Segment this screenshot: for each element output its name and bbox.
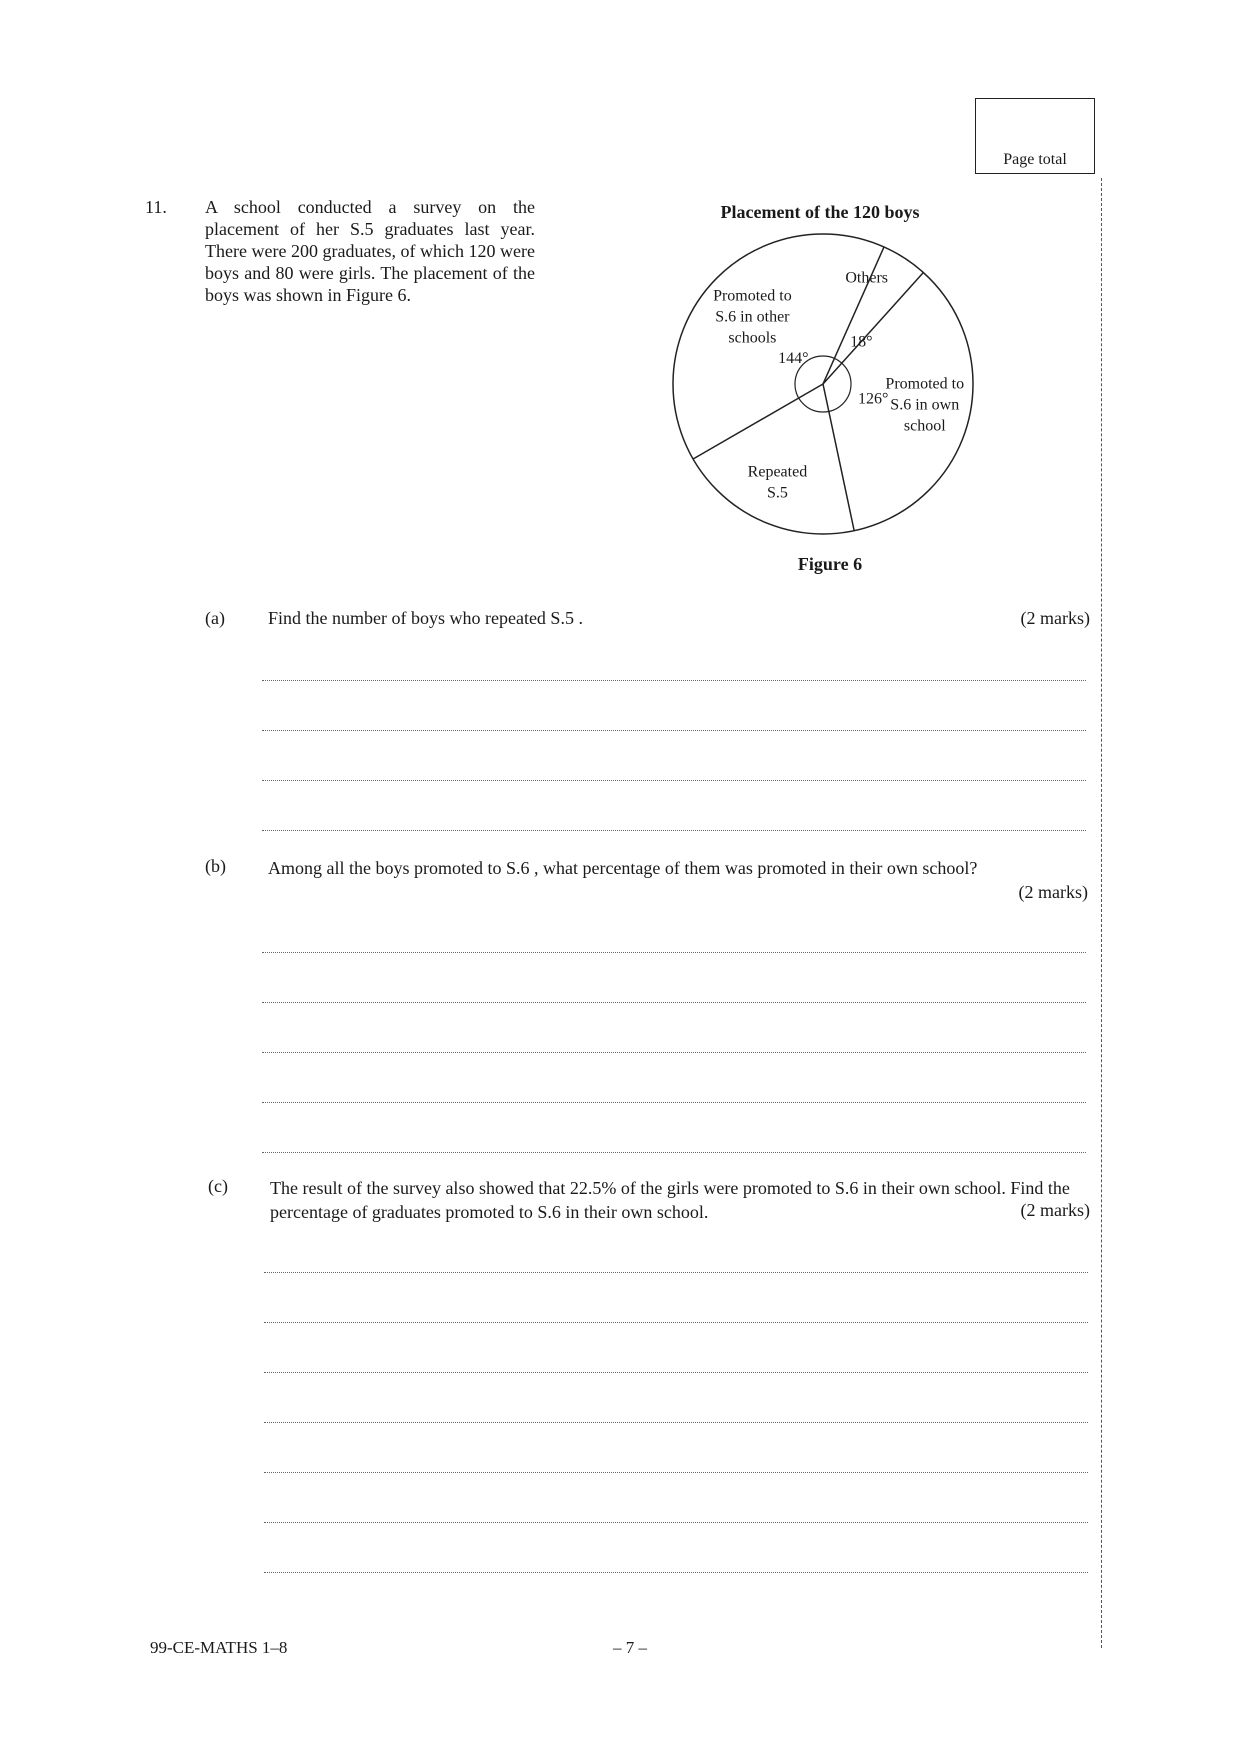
footer-page-number: – 7 –	[613, 1638, 647, 1657]
part-a-marks: (2 marks)	[1020, 608, 1090, 628]
part-c-label: (c)	[208, 1176, 228, 1196]
part-b-text: Among all the boys promoted to S.6 , what percentage of them was promoted in their own school?	[268, 858, 978, 878]
pie-angle-label: 144°	[778, 350, 809, 368]
answer-line[interactable]	[262, 730, 1086, 731]
answer-line[interactable]	[262, 1052, 1086, 1053]
answer-line[interactable]	[264, 1422, 1088, 1423]
part-c-marks: (2 marks)	[1020, 1200, 1090, 1220]
part-b-label: (b)	[205, 856, 226, 876]
part-b-marks: (2 marks)	[1018, 882, 1088, 902]
part-a-label: (a)	[205, 608, 225, 628]
footer-code: 99-CE-MATHS 1–8	[150, 1638, 288, 1657]
pie-slice-boundary	[823, 247, 884, 384]
pie-slice-label: Promoted to S.6 in other schools	[713, 287, 792, 347]
answer-line[interactable]	[262, 1102, 1086, 1103]
answer-line[interactable]	[264, 1372, 1088, 1373]
pie-slice-boundary	[823, 273, 923, 384]
pie-angle-label: 18°	[850, 333, 873, 351]
page-total-box	[975, 98, 1095, 174]
figure-caption: Figure 6	[797, 554, 863, 574]
question-number: 11.	[145, 197, 167, 217]
pie-chart	[660, 225, 990, 545]
answer-line[interactable]	[262, 1002, 1086, 1003]
pie-angle-label: 126°	[858, 390, 889, 408]
part-a-text: Find the number of boys who repeated S.5 .	[268, 608, 583, 628]
answer-line[interactable]	[262, 830, 1086, 831]
pie-slice-boundary	[693, 384, 823, 459]
question-intro: A school conducted a survey on the placement of her S.5 graduates last year. There were 200 graduates, of which 120 were boys and 80 were girls. The placement of the boys was shown in Figure 6.	[205, 197, 535, 305]
pie-slice-label: Others	[845, 269, 889, 287]
answer-line[interactable]	[264, 1472, 1088, 1473]
answer-line[interactable]	[262, 680, 1086, 681]
answer-line[interactable]	[262, 780, 1086, 781]
answer-line[interactable]	[262, 1152, 1086, 1153]
pie-slice-boundary	[823, 384, 854, 531]
answer-line[interactable]	[264, 1272, 1088, 1273]
part-c-text: The result of the survey also showed that 22.5% of the girls were promoted to S.6 in their own school. Find the percentage of graduates promoted to S.6 in their own school.	[270, 1178, 1070, 1222]
page-total-label: Page total	[1003, 151, 1067, 168]
answer-line[interactable]	[264, 1572, 1088, 1573]
pie-labels	[713, 270, 964, 502]
answer-line[interactable]	[262, 952, 1086, 953]
chart-title: Placement of the 120 boys	[720, 202, 920, 222]
answer-line[interactable]	[264, 1322, 1088, 1323]
pie-slice-label: Promoted to S.6 in own school	[885, 375, 965, 435]
margin-line	[1101, 178, 1102, 1648]
answer-line[interactable]	[264, 1522, 1088, 1523]
pie-slice-label: Repeated S.5	[747, 463, 808, 502]
